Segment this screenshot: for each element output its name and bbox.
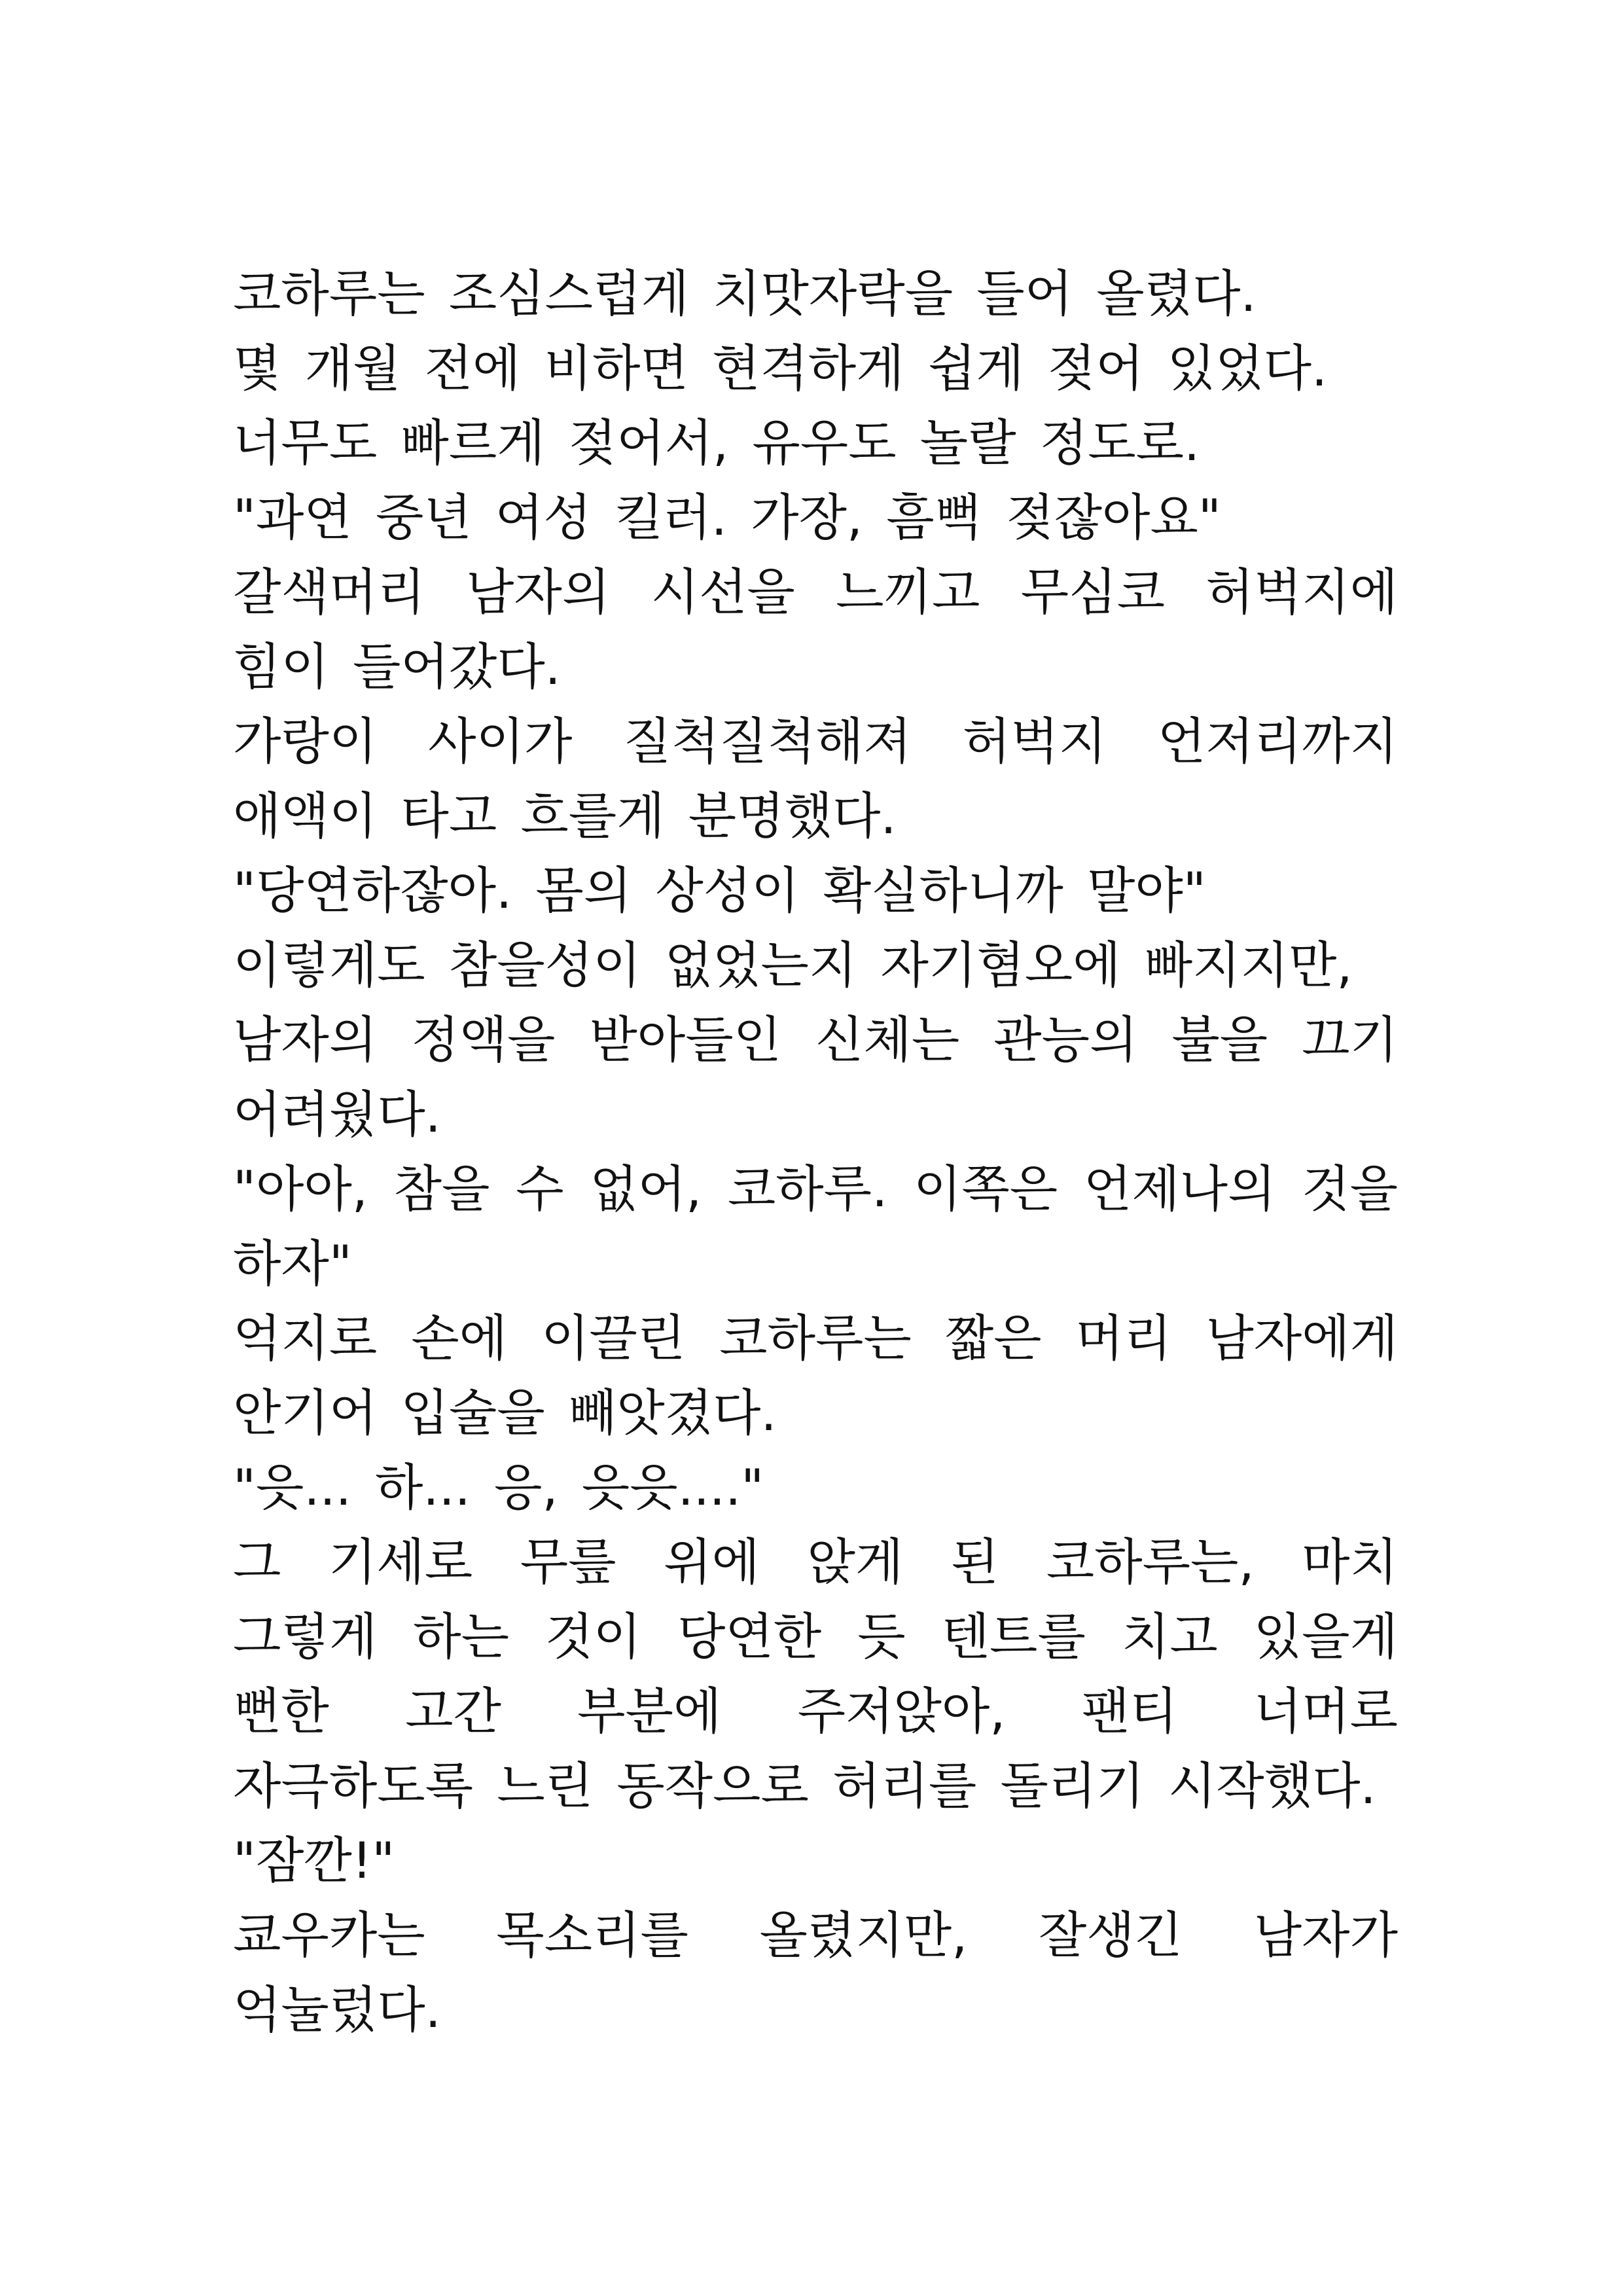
body-text	[233, 257, 1398, 2047]
paragraph-10: "아아, 참을 수 없어, 코하루. 이쪽은 언제나의 것을 하자"	[233, 1160, 1398, 1293]
paragraph-5: 갈색머리 남자의 시선을 느끼고 무심코 허벅지에 힘이 들어갔다.	[233, 563, 1398, 696]
paragraph-14: "잠깐!"	[233, 1831, 395, 1890]
paragraph-9: 남자의 정액을 받아들인 신체는 관능의 불을 끄기 어려웠다.	[233, 1011, 1398, 1143]
paragraph-4: "과연 중년 여성 킬러. 가장, 흠뻑 젖잖아요"	[233, 488, 1221, 547]
paragraph-1: 코하루는 조심스럽게 치맛자락을 들어 올렸다.	[233, 264, 1257, 323]
paragraph-3: 너무도 빠르게 젖어서, 유우도 놀랄 정도로.	[233, 414, 1200, 472]
paragraph-11: 억지로 손에 이끌린 코하루는 짧은 머리 남자에게 안기어 입술을 빼앗겼다.	[233, 1309, 1398, 1442]
paragraph-15: 쿄우카는 목소리를 올렸지만, 잘생긴 남자가 억눌렀다.	[233, 1906, 1398, 2039]
paragraph-12: "읏... 하... 응, 읏읏...."	[233, 1458, 764, 1516]
paragraph-8: 이렇게도 참을성이 없었는지 자기혐오에 빠지지만,	[233, 936, 1353, 994]
paragraph-6: 가랑이 사이가 질척질척해져 허벅지 언저리까지 애액이 타고 흐를게 분명했다.	[233, 712, 1398, 845]
paragraph-7: "당연하잖아. 몸의 상성이 확실하니까 말야"	[233, 861, 1206, 920]
paragraph-13: 그 기세로 무릎 위에 앉게 된 코하루는, 마치 그렇게 하는 것이 당연한 듯 텐트를 치고 있을게 뻔한 고간 부분에 주저앉아, 팬티 너머로 자극하도록 느린 동작으로 허리를 돌리기 시작했다.	[233, 1533, 1398, 1815]
paragraph-2: 몇 개월 전에 비하면 현격하게 쉽게 젖어 있었다.	[233, 339, 1328, 397]
